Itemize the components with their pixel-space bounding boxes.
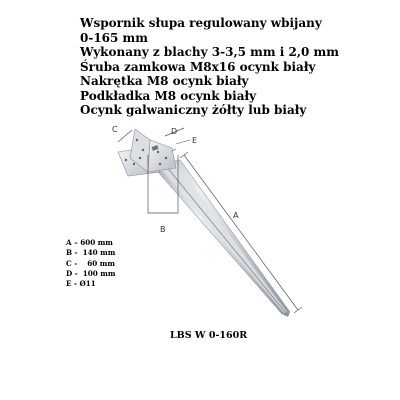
diagram-label-c: C — [112, 125, 118, 134]
title-line: Wykonany z blachy 3-3,5 mm i 2,0 mm — [80, 45, 339, 59]
upper-bracket — [118, 129, 176, 176]
dimension-value: 140 mm — [82, 248, 116, 258]
spike-body — [152, 160, 290, 317]
title-line: Śruba zamkowa M8x16 ocynk biały — [80, 59, 316, 74]
dimension-row — [66, 248, 115, 258]
title-line: Ocynk galwaniczny żółty lub biały — [80, 103, 307, 117]
dimension-separator: - — [71, 279, 80, 289]
dimension-value: 100 mm — [82, 268, 116, 278]
dimension-value: 60 mm — [87, 258, 115, 268]
diagram-label-a: A — [233, 211, 239, 220]
dimension-c-line — [118, 130, 132, 142]
dimension-row — [66, 238, 115, 248]
title-line: Nakrętka M8 ocynk biały — [80, 74, 249, 88]
title-line: Wspornik słupa regulowany wbijany — [80, 16, 322, 30]
dimension-separator: - — [72, 248, 83, 258]
diagram-label-b: B — [160, 225, 166, 234]
diagram-label-e: E — [192, 136, 198, 145]
dimension-letter: C — [66, 258, 72, 268]
title-line: 0-165 mm — [80, 30, 148, 45]
diagram-label-d: D — [171, 127, 178, 136]
product-code: LBS W 0-160R — [170, 330, 248, 341]
dimension-value: Ø11 — [79, 279, 96, 289]
title-line: Podkładka M8 ocynk biały — [80, 88, 257, 103]
dimensions-legend — [66, 238, 115, 289]
dimension-separator: – — [71, 238, 81, 247]
dimension-row — [66, 279, 115, 289]
dimension-letter: A — [66, 238, 72, 247]
dimension-separator: - — [72, 268, 83, 278]
dimension-separator: - — [71, 258, 88, 268]
dimension-letter: E — [66, 279, 72, 289]
dimension-a-line — [180, 152, 302, 313]
dimension-value: 600 mm — [80, 238, 113, 247]
dimension-row — [66, 269, 115, 279]
dimension-row — [66, 259, 115, 269]
dimension-letter: B — [66, 248, 73, 258]
dimension-letter: D — [66, 268, 73, 278]
